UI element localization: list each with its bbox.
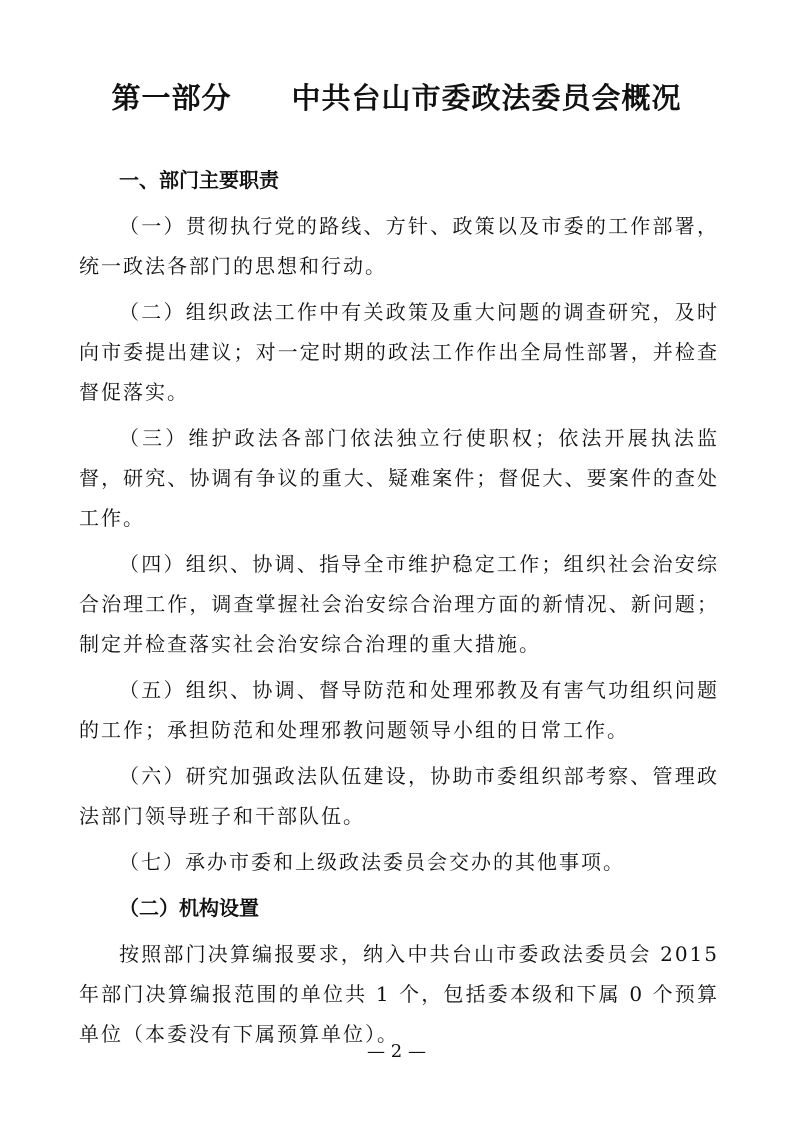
section-heading-organization: （二）机构设置 (119, 896, 259, 920)
page-title: 第一部分 中共台山市委政法委员会概况 (111, 81, 682, 115)
organization-paragraph: 按照部门决算编报要求，纳入中共台山市委政法委员会 2015 年部门决算编报范围的单位共 1 个，包括委本级和下属 0 个预算单位（本委没有下属预算单位）。 (79, 942, 719, 1046)
duty-item-4: （四）组织、协调、指导全市维护稳定工作；组织社会治安综合治理工作，调查掌握社会治安综合治理方面的新情况、新问题；制定并检查落实社会治安综合治理的重大措施。 (79, 552, 719, 656)
duty-item-1: （一）贯彻执行党的路线、方针、政策以及市委的工作部署，统一政法各部门的思想和行动。 (79, 214, 719, 278)
duty-item-5: （五）组织、协调、督导防范和处理邪教及有害气功组织问题的工作；承担防范和处理邪教问题领导小组的日常工作。 (79, 678, 719, 742)
section-heading-duties: 一、部门主要职责 (119, 168, 279, 192)
document-body (79, 160, 719, 1054)
duty-item-6: （六）研究加强政法队伍建设，协助市委组织部考察、管理政法部门领导班子和干部队伍。 (79, 764, 719, 828)
page-number: — 2 — (367, 1041, 426, 1062)
duty-item-2: （二）组织政法工作中有关政策及重大问题的调查研究，及时向市委提出建议；对一定时期的政法工作作出全局性部署，并检查督促落实。 (79, 300, 719, 404)
duty-item-7: （七）承办市委和上级政法委员会交办的其他事项。 (119, 850, 625, 874)
duty-item-3: （三）维护政法各部门依法独立行使职权；依法开展执法监督，研究、协调有争议的重大、疑难案件；督促大、要案件的查处工作。 (79, 426, 719, 530)
